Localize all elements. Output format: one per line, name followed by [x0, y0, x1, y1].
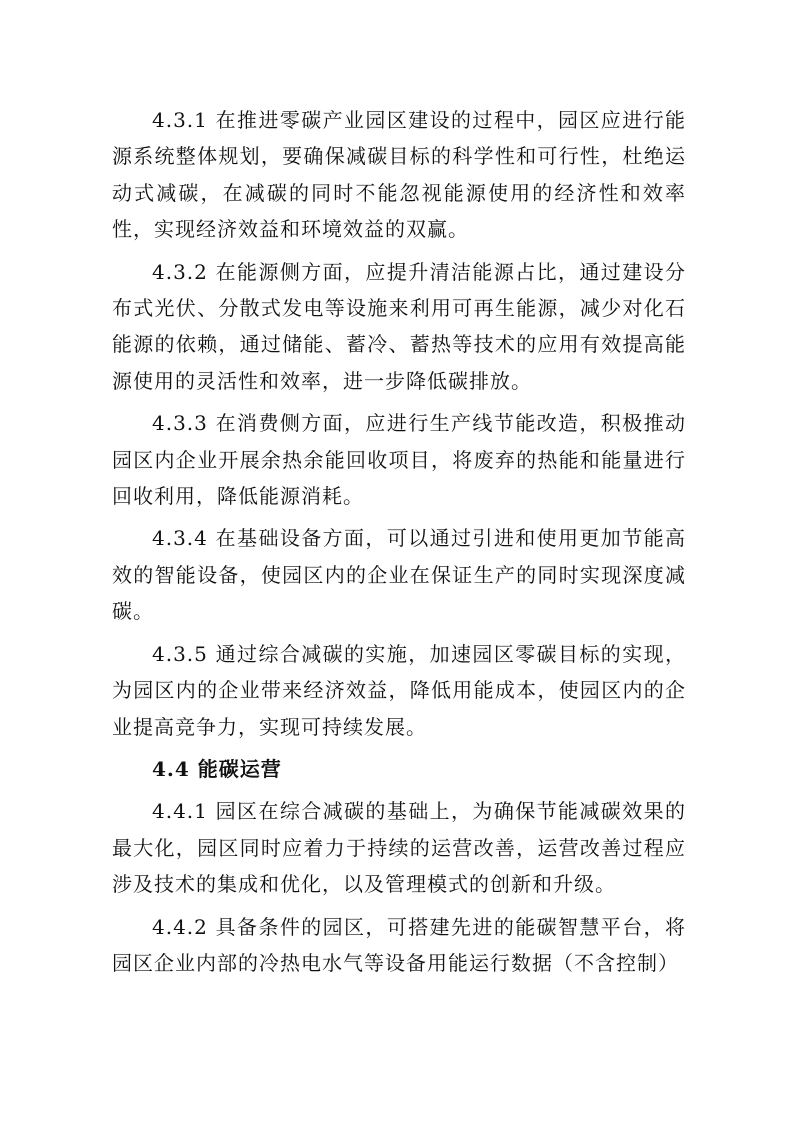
paragraph-4-3-1: 4.3.1 在推进零碳产业园区建设的过程中，园区应进行能源系统整体规划，要确保减碳目标的科学性和可行性，杜绝运动式减碳，在减碳的同时不能忽视能源使用的经济性和效率性，实现经济效益和环境效益的双赢。 [112, 108, 686, 242]
paragraph-4-3-4: 4.3.4 在基础设备方面，可以通过引进和使用更加节能高效的智能设备，使园区内的企业在保证生产的同时实现深度减碳。 [112, 526, 686, 624]
document-page [112, 102, 686, 987]
paragraph-4-3-5: 4.3.5 通过综合减碳的实施，加速园区零碳目标的实现，为园区内的企业带来经济效益，降低用能成本，使园区内的企业提高竞争力，实现可持续发展。 [112, 641, 686, 739]
paragraph-4-3-3: 4.3.3 在消费侧方面，应进行生产线节能改造，积极推动园区内企业开展余热余能回收项目，将废弃的热能和能量进行回收利用，降低能源消耗。 [112, 411, 686, 509]
paragraph-4-3-2: 4.3.2 在能源侧方面，应提升清洁能源占比，通过建设分布式光伏、分散式发电等设施来利用可再生能源，减少对化石能源的依赖，通过储能、蓄冷、蓄热等技术的应用有效提高能源使用的灵活性和效率，进一步降低碳排放。 [112, 259, 686, 393]
paragraph-4-4-1: 4.4.1 园区在综合减碳的基础上，为确保节能减碳效果的最大化，园区同时应着力于持续的运营改善，运营改善过程应涉及技术的集成和优化，以及管理模式的创新和升级。 [112, 799, 686, 897]
section-heading-4-4: 4.4 能碳运营 [152, 756, 282, 781]
paragraph-4-4-2: 4.4.2 具备条件的园区，可搭建先进的能碳智慧平台，将园区企业内部的冷热电水气等设备用能运行数据（不含控制） [112, 914, 686, 975]
